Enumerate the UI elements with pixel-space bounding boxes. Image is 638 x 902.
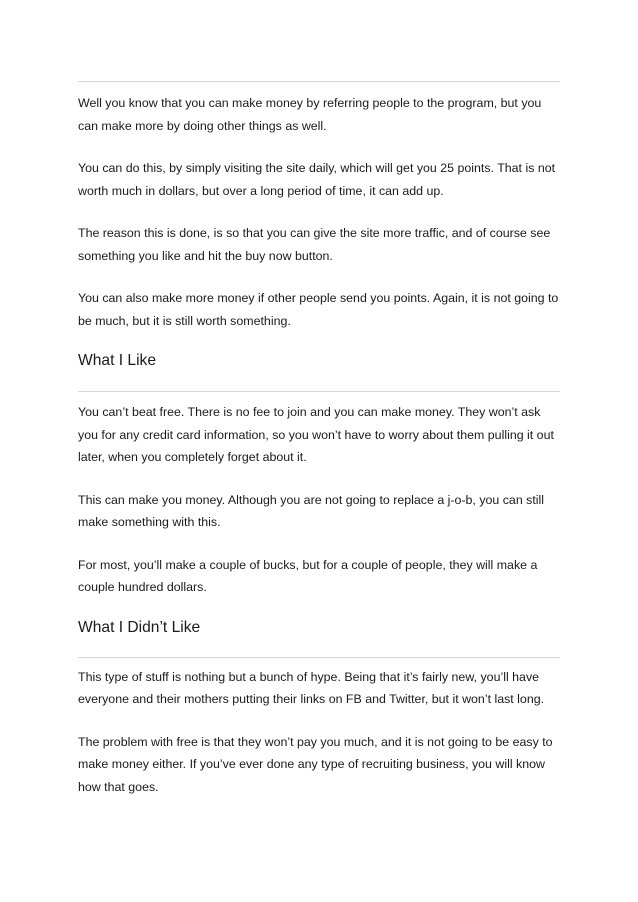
section-heading-what-i-didnt-like: What I Didn’t Like [78, 618, 201, 636]
paragraph: This type of stuff is nothing but a bunch of hype. Being that it’s fairly new, you’ll have everyone and their mothers putting their links on FB and Twitter, but it won’t last long. [78, 669, 545, 706]
paragraph: You can also make more money if other people send you points. Again, it is not going to be much, but it is still worth something. [78, 291, 559, 328]
paragraph: For most, you’ll make a couple of bucks, but for a couple of people, they will make a couple hundred dollars. [78, 557, 538, 594]
section-heading-what-i-like: What I Like [78, 352, 156, 369]
paragraph: You can’t beat free. There is no fee to join and you can make money. They won’t ask you for any credit card information, so you won’t have to worry about them pulling it out later, when you completely forget about it. [78, 405, 554, 464]
paragraph: This can make you money. Although you are not going to replace a j-o-b, you can still make something with this. [78, 492, 545, 529]
paragraph: Well you know that you can make money by referring people to the program, but you can make more by doing other things as well. [78, 96, 542, 133]
document-page [78, 81, 560, 798]
paragraph: The reason this is done, is so that you can give the site more traffic, and of course see something you like and hit the buy now button. [78, 226, 551, 263]
paragraph: The problem with free is that they won’t pay you much, and it is not going to be easy to make money either. If you’ve ever done any type of recruiting business, you will know how that goes. [78, 734, 553, 794]
paragraph: You can do this, by simply visiting the site daily, which will get you 25 points. That is not worth much in dollars, but over a long period of time, it can add up. [78, 161, 556, 198]
